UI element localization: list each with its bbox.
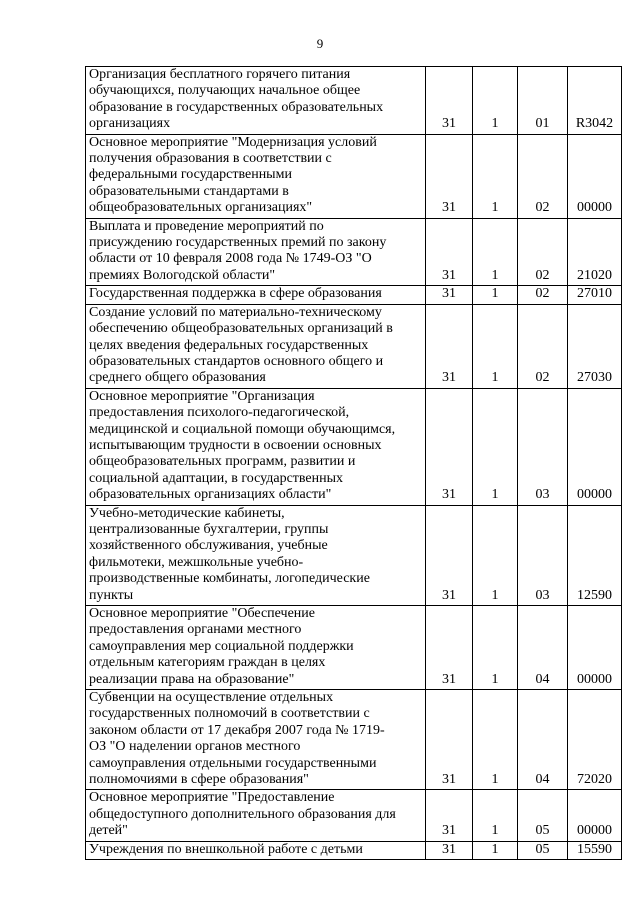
row-name-cell — [86, 286, 426, 304]
row-name-line: законом области от 17 декабря 2007 года № 1719- — [89, 722, 385, 738]
code-cell-c4: R3042 — [568, 67, 622, 135]
row-name-cell — [86, 67, 426, 135]
row-name-line: Основное мероприятие "Обеспечение — [89, 606, 315, 621]
code-cell-c3: 02 — [518, 134, 568, 218]
row-name-line: испытывающим трудности в освоении основных — [89, 437, 382, 453]
row-name-line: Основное мероприятие "Предоставление — [89, 790, 335, 806]
code-cell-c1: 31 — [426, 134, 473, 218]
row-name-line: присуждению государственных премий по закону — [89, 235, 387, 251]
table-row — [86, 286, 622, 304]
code-cell-c3: 02 — [518, 218, 568, 286]
code-cell-c4: 21020 — [568, 218, 622, 286]
code-cell-c2: 1 — [473, 606, 518, 690]
row-name-cell — [86, 304, 426, 388]
table-row — [86, 304, 622, 388]
code-cell-c3: 03 — [518, 505, 568, 605]
code-cell-c1: 31 — [426, 606, 473, 690]
row-name-line: целях введения федеральных государственных — [89, 337, 369, 353]
code-cell-c4: 12590 — [568, 505, 622, 605]
code-cell-c4: 72020 — [568, 690, 622, 790]
table-row — [86, 841, 622, 859]
row-name-line: Основное мероприятие "Организация — [89, 388, 315, 404]
row-name-line: Основное мероприятие "Модернизация условий — [89, 134, 377, 150]
row-name-line: образовательных стандартов основного общего и — [89, 353, 384, 369]
code-cell-c1: 31 — [426, 790, 473, 841]
code-cell-c3: 02 — [518, 304, 568, 388]
code-cell-c4: 27030 — [568, 304, 622, 388]
row-name-line: Субвенции на осуществление отдельных — [89, 690, 334, 706]
row-name-line: отдельным категориям граждан в целях — [89, 655, 326, 671]
code-cell-c1: 31 — [426, 690, 473, 790]
row-name-line: общеобразовательных программ, развитии и — [89, 454, 356, 470]
code-cell-c3: 03 — [518, 388, 568, 505]
row-name-line: предоставления психолого-педагогической, — [89, 405, 350, 421]
row-name-line: пункты — [89, 587, 134, 603]
row-name-line: производственные комбинаты, логопедические — [89, 571, 370, 587]
row-name-line: Учебно-методические кабинеты, — [89, 505, 285, 521]
row-name-cell — [86, 841, 426, 859]
code-cell-c2: 1 — [473, 218, 518, 286]
table-row — [86, 790, 622, 841]
row-name-line: Государственная поддержка в сфере образования — [89, 286, 382, 302]
code-cell-c2: 1 — [473, 67, 518, 135]
row-name-line: Организация бесплатного горячего питания — [89, 67, 351, 82]
budget-classification-table — [85, 66, 622, 860]
code-cell-c4: 00000 — [568, 790, 622, 841]
row-name-cell — [86, 505, 426, 605]
code-cell-c4: 00000 — [568, 388, 622, 505]
row-name-line: предоставления органами местного — [89, 622, 302, 638]
code-cell-c1: 31 — [426, 218, 473, 286]
code-cell-c1: 31 — [426, 505, 473, 605]
code-cell-c2: 1 — [473, 388, 518, 505]
row-name-line: премиях Вологодской области" — [89, 267, 276, 283]
row-name-line: ОЗ "О наделении органов местного — [89, 739, 301, 755]
code-cell-c3: 04 — [518, 606, 568, 690]
row-name-line: образовательных организациях области" — [89, 487, 332, 503]
code-cell-c4: 27010 — [568, 286, 622, 304]
row-name-line: организациях — [89, 116, 171, 132]
row-name-line: фильмотеки, межшкольные учебно- — [89, 554, 304, 570]
table-row — [86, 505, 622, 605]
code-cell-c1: 31 — [426, 304, 473, 388]
code-cell-c2: 1 — [473, 841, 518, 859]
row-name-line: самоуправления отдельными государственными — [89, 755, 377, 771]
code-cell-c1: 31 — [426, 67, 473, 135]
page-number: 9 — [316, 36, 324, 51]
row-name-line: реализации права на образование" — [89, 671, 295, 687]
code-cell-c4: 00000 — [568, 606, 622, 690]
table-row — [86, 134, 622, 218]
code-cell-c4: 15590 — [568, 841, 622, 859]
row-name-line: среднего общего образования — [89, 370, 266, 386]
code-cell-c4: 00000 — [568, 134, 622, 218]
row-name-line: социальной адаптации, в государственных — [89, 470, 344, 486]
row-name-line: Создание условий по материально-техническому — [89, 304, 382, 320]
row-name-cell — [86, 606, 426, 690]
row-name-line: Выплата и проведение мероприятий по — [89, 218, 324, 234]
table-row — [86, 388, 622, 505]
row-name-cell — [86, 690, 426, 790]
row-name-line: самоуправления мер социальной поддержки — [89, 638, 354, 654]
row-name-line: медицинской и социальной помощи обучающимся, — [89, 421, 396, 437]
row-name-line: общедоступного дополнительного образования для — [89, 806, 396, 822]
table-row — [86, 218, 622, 286]
code-cell-c1: 31 — [426, 286, 473, 304]
table-row — [86, 690, 622, 790]
code-cell-c2: 1 — [473, 304, 518, 388]
code-cell-c1: 31 — [426, 388, 473, 505]
row-name-line: Учреждения по внешкольной работе с детьми — [89, 841, 363, 857]
code-cell-c3: 01 — [518, 67, 568, 135]
code-cell-c3: 05 — [518, 841, 568, 859]
table-body — [86, 67, 622, 860]
row-name-line: обеспечению общеобразовательных организаций в — [89, 321, 393, 337]
code-cell-c3: 04 — [518, 690, 568, 790]
table-row — [86, 67, 622, 135]
row-name-cell — [86, 790, 426, 841]
row-name-line: области от 10 февраля 2008 года № 1749-ОЗ "О — [89, 251, 372, 267]
code-cell-c3: 02 — [518, 286, 568, 304]
row-name-cell — [86, 134, 426, 218]
code-cell-c2: 1 — [473, 790, 518, 841]
row-name-cell — [86, 218, 426, 286]
code-cell-c2: 1 — [473, 690, 518, 790]
code-cell-c2: 1 — [473, 134, 518, 218]
row-name-line: получения образования в соответствии с — [89, 151, 332, 167]
row-name-line: обучающихся, получающих начальное общее — [89, 83, 361, 99]
row-name-line: полномочиями в сфере образования" — [89, 772, 309, 788]
row-name-line: общеобразовательных организациях" — [89, 200, 313, 216]
code-cell-c2: 1 — [473, 505, 518, 605]
code-cell-c2: 1 — [473, 286, 518, 304]
row-name-line: государственных полномочий в соответствии с — [89, 706, 370, 722]
row-name-line: хозяйственного обслуживания, учебные — [89, 538, 328, 554]
row-name-cell — [86, 388, 426, 505]
row-name-line: образовательными стандартами в — [89, 183, 289, 199]
row-name-line: федеральными государственными — [89, 167, 292, 183]
row-name-line: образование в государственных образовательных — [89, 99, 384, 115]
code-cell-c1: 31 — [426, 841, 473, 859]
row-name-line: централизованные бухгалтерии, группы — [89, 521, 329, 537]
table-row — [86, 606, 622, 690]
code-cell-c3: 05 — [518, 790, 568, 841]
row-name-line: детей" — [89, 823, 128, 839]
